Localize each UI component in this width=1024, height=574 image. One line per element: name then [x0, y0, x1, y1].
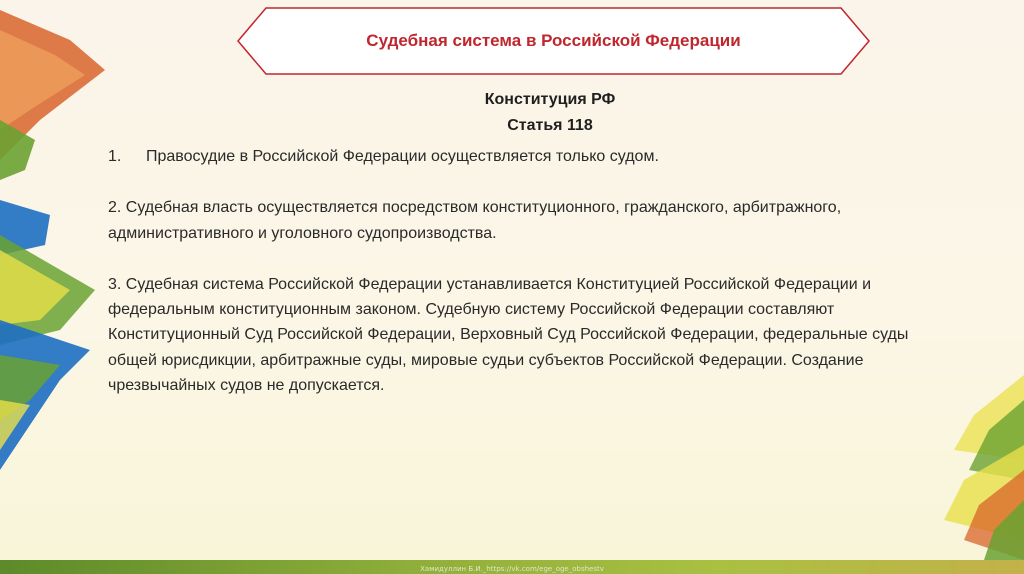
- constitution-heading: Конституция РФ: [484, 91, 616, 108]
- slide-title: Судебная система в Российской Федерации: [366, 31, 741, 50]
- article-content: [108, 144, 923, 398]
- article-heading: Статья 118: [507, 117, 593, 134]
- left-ribbon-decoration: [0, 0, 120, 574]
- item-text: Правосудие в Российской Федерации осуществляется только судом.: [146, 148, 659, 165]
- title-banner: [236, 7, 871, 75]
- article-item-3: 3. Судебная система Российской Федерации устанавливается Конституцией Российской Федерации и федеральным конституционным законом. Судебную систему Российской Федерации составляют Конституционный Суд Российской Федерации, Верховный Суд Российской Федерации, федеральные суды общей юрисдикции, арбитражные суды, мировые судьи субъектов Российской Федерации. Создание чрезвычайных судов не допускается.: [108, 275, 909, 395]
- right-ribbon-decoration: [934, 0, 1024, 574]
- item-number: 1.: [108, 148, 122, 165]
- article-item-2: 2. Судебная власть осуществляется посредством конституционного, гражданского, арбитражного, административного и уголовного судопроизводства.: [108, 199, 842, 242]
- footer-credit: Хамидуллин Б.И._https://vk.com/ege_oge_obshestv: [420, 565, 604, 573]
- article-item-1: [108, 144, 923, 169]
